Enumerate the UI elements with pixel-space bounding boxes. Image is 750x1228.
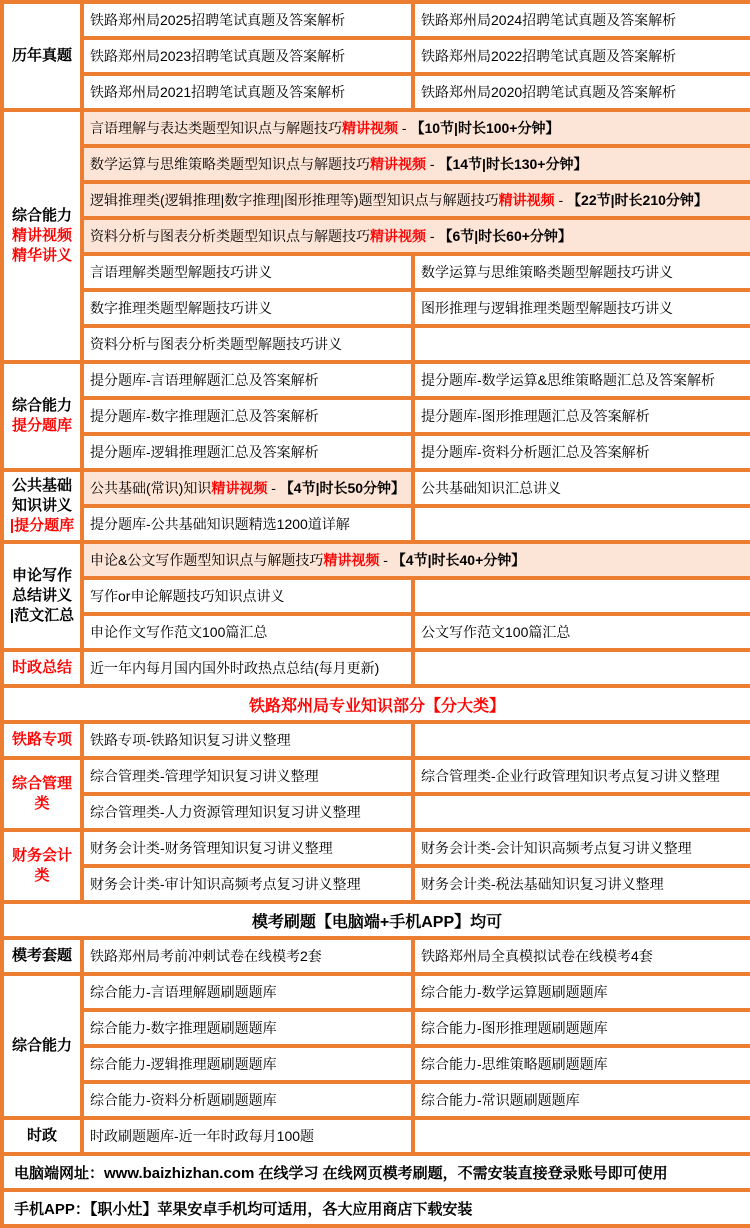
course-cell bbox=[413, 974, 750, 1010]
table-row bbox=[2, 74, 750, 110]
course-cell-text: 【4节|时长50分钟】 bbox=[279, 480, 406, 496]
section-header-line: |范文汇总 bbox=[9, 607, 75, 624]
section-header bbox=[2, 110, 82, 362]
course-cell-text: 提分题库-数学运算&思维策略题汇总及答案解析 bbox=[421, 372, 715, 388]
course-cell bbox=[413, 2, 750, 38]
course-cell bbox=[82, 74, 413, 110]
table-row bbox=[2, 542, 750, 578]
course-cell-text: 图形推理与逻辑推理类题型解题技巧讲义 bbox=[421, 300, 673, 316]
course-cell-text: 综合能力-数字推理题刷题题库 bbox=[90, 1020, 277, 1036]
course-cell-text: 精讲视频 bbox=[370, 156, 426, 172]
course-cell-text: 财务会计类-审计知识高频考点复习讲义整理 bbox=[90, 876, 361, 892]
course-cell bbox=[82, 2, 413, 38]
section-header-line: 总结讲义 bbox=[11, 587, 72, 604]
course-cell-text: 【10节|时长100+分钟】 bbox=[410, 120, 560, 136]
course-cell-text: 铁路专项-铁路知识复习讲义整理 bbox=[90, 732, 291, 748]
course-cell bbox=[413, 578, 750, 614]
footer-note: 电脑端网址：www.baizhizhan.com 在线学习 在线网页模考刷题，不需安装直接登录账号即可使用 bbox=[2, 1154, 750, 1190]
section-header-line: 精华讲义 bbox=[11, 247, 72, 264]
section-header-line: 历年真题 bbox=[11, 47, 72, 64]
course-cell-text: 财务会计类-税法基础知识复习讲义整理 bbox=[421, 876, 664, 892]
course-cell-text: 提分题库-图形推理题汇总及答案解析 bbox=[421, 408, 650, 424]
course-cell-text: 铁路郑州局2021招聘笔试真题及答案解析 bbox=[90, 84, 346, 100]
section-header bbox=[2, 938, 82, 974]
table-row bbox=[2, 1154, 750, 1190]
course-cell-text: - bbox=[398, 120, 411, 136]
course-cell-text: 写作or申论解题技巧知识点讲义 bbox=[90, 588, 285, 604]
course-cell bbox=[413, 794, 750, 830]
course-cell-text: 综合能力-言语理解题刷题题库 bbox=[90, 984, 277, 1000]
section-header-line: 时政 bbox=[26, 1127, 57, 1144]
course-cell-text: 铁路郑州局2025招聘笔试真题及答案解析 bbox=[90, 12, 346, 28]
course-cell bbox=[82, 1118, 413, 1154]
section-header-line: 财务会计 bbox=[11, 847, 72, 864]
course-cell bbox=[82, 794, 413, 830]
course-cell-text: 铁路郑州局2022招聘笔试真题及答案解析 bbox=[421, 48, 677, 64]
table-row bbox=[2, 218, 750, 254]
table-row bbox=[2, 830, 750, 866]
course-cell-text: 近一年内每月国内国外时政热点总结(每月更新) bbox=[90, 660, 380, 676]
course-cell bbox=[82, 38, 413, 74]
table-row bbox=[2, 290, 750, 326]
course-cell-text: 提分题库-公共基础知识题精选1200道详解 bbox=[90, 516, 350, 532]
section-header-line: 提分题库 bbox=[11, 417, 72, 434]
course-cell-text: 综合能力-常识题刷题题库 bbox=[421, 1092, 580, 1108]
table-row bbox=[2, 1118, 750, 1154]
section-header bbox=[2, 1118, 82, 1154]
table-row bbox=[2, 686, 750, 722]
course-cell bbox=[82, 866, 413, 902]
table-row bbox=[2, 254, 750, 290]
course-cell-text: 综合能力-资料分析题刷题题库 bbox=[90, 1092, 277, 1108]
course-cell bbox=[82, 650, 413, 686]
section-header bbox=[2, 470, 82, 542]
table-row bbox=[2, 326, 750, 362]
section-header-line: 铁路专项 bbox=[11, 731, 72, 748]
course-cell-text: - bbox=[554, 192, 568, 208]
course-cell-text: 申论作文写作范文100篇汇总 bbox=[90, 624, 268, 640]
section-header bbox=[2, 650, 82, 686]
section-header-line: 公共基础 bbox=[11, 477, 72, 494]
section-banner: 模考刷题【电脑端+手机APP】均可 bbox=[2, 902, 750, 938]
course-cell-text: 【22节|时长210分钟】 bbox=[567, 192, 708, 208]
course-cell-text: 提分题库-逻辑推理题汇总及答案解析 bbox=[90, 444, 319, 460]
section-header bbox=[2, 830, 82, 902]
section-header-line: 综合能力 bbox=[11, 1037, 72, 1054]
section-header bbox=[2, 974, 82, 1118]
table-row bbox=[2, 182, 750, 218]
course-cell bbox=[413, 398, 750, 434]
section-header-line: 类 bbox=[34, 867, 50, 884]
course-cell-text: 提分题库-言语理解题汇总及答案解析 bbox=[90, 372, 319, 388]
course-cell-text: 精讲视频 bbox=[342, 120, 398, 136]
course-cell-text: 财务会计类-会计知识高频考点复习讲义整理 bbox=[421, 840, 692, 856]
course-cell-text: 【14节|时长130+分钟】 bbox=[438, 156, 588, 172]
course-cell bbox=[82, 362, 413, 398]
course-cell bbox=[413, 938, 750, 974]
course-cell bbox=[413, 1010, 750, 1046]
course-cell bbox=[413, 506, 750, 542]
table-row bbox=[2, 758, 750, 794]
course-cell-text: 精讲视频 bbox=[211, 480, 268, 496]
course-cell-text: 数学运算与思维策略类题型解题技巧讲义 bbox=[421, 264, 673, 280]
course-cell bbox=[413, 74, 750, 110]
course-cell-text: 言语理解与表达类题型知识点与解题技巧 bbox=[90, 120, 342, 136]
course-cell-text: 公共基础知识汇总讲义 bbox=[421, 480, 561, 496]
course-cell-text: 数学运算与思维策略类题型知识点与解题技巧 bbox=[90, 156, 370, 172]
section-header-line: 综合能力 bbox=[11, 207, 72, 224]
course-cell-text: 铁路郑州局考前冲刺试卷在线模考2套 bbox=[90, 948, 322, 964]
table-row bbox=[2, 938, 750, 974]
course-cell-text: 逻辑推理类(逻辑推理|数字推理|图形推理等)题型知识点与解题技巧 bbox=[90, 192, 499, 208]
table-row bbox=[2, 1046, 750, 1082]
section-header bbox=[2, 758, 82, 830]
table-row bbox=[2, 650, 750, 686]
section-header-line: 综合能力 bbox=[11, 397, 72, 414]
course-cell bbox=[82, 1010, 413, 1046]
course-cell-text: 精讲视频 bbox=[370, 228, 426, 244]
table-row bbox=[2, 578, 750, 614]
course-cell-text: 公文写作范文100篇汇总 bbox=[421, 624, 571, 640]
course-cell-text: 资料分析与图表分析类题型知识点与解题技巧 bbox=[90, 228, 370, 244]
course-cell-text: 铁路郑州局2024招聘笔试真题及答案解析 bbox=[421, 12, 677, 28]
section-header-line: 知识讲义 bbox=[11, 497, 72, 514]
course-cell-text: - bbox=[379, 552, 392, 568]
table-row bbox=[2, 974, 750, 1010]
section-header-line: 申论写作 bbox=[11, 567, 72, 584]
course-cell bbox=[413, 254, 750, 290]
course-cell-text: - bbox=[426, 156, 439, 172]
section-header bbox=[2, 722, 82, 758]
course-cell bbox=[82, 146, 750, 182]
course-cell bbox=[413, 866, 750, 902]
table-row bbox=[2, 398, 750, 434]
course-cell bbox=[413, 434, 750, 470]
table-row bbox=[2, 794, 750, 830]
course-cell-text: 综合管理类-企业行政管理知识考点复习讲义整理 bbox=[421, 768, 720, 784]
table-row bbox=[2, 866, 750, 902]
course-cell-text: 时政刷题题库-近一年时政每月100题 bbox=[90, 1128, 315, 1144]
course-cell-text: 综合能力-图形推理题刷题题库 bbox=[421, 1020, 608, 1036]
section-header-line: 综合管理 bbox=[11, 775, 72, 792]
course-cell bbox=[82, 974, 413, 1010]
course-cell-text: 精讲视频 bbox=[323, 552, 380, 568]
course-cell-text: - bbox=[267, 480, 280, 496]
table-row bbox=[2, 434, 750, 470]
course-cell-text: 【4节|时长40+分钟】 bbox=[391, 552, 526, 568]
course-cell bbox=[413, 38, 750, 74]
table-row bbox=[2, 38, 750, 74]
table-row bbox=[2, 506, 750, 542]
course-cell bbox=[413, 650, 750, 686]
table-row bbox=[2, 146, 750, 182]
course-cell bbox=[82, 182, 750, 218]
course-cell-text: - bbox=[426, 228, 439, 244]
course-cell-text: 数字推理类题型解题技巧讲义 bbox=[90, 300, 272, 316]
course-table-body bbox=[2, 2, 750, 1226]
course-cell-text: 提分题库-资料分析题汇总及答案解析 bbox=[421, 444, 650, 460]
course-cell bbox=[413, 758, 750, 794]
footer-note: 手机APP：【职小灶】苹果安卓手机均可适用，各大应用商店下载安装 bbox=[2, 1190, 750, 1226]
course-cell-text: 铁路郑州局2023招聘笔试真题及答案解析 bbox=[90, 48, 346, 64]
course-cell bbox=[82, 506, 413, 542]
table-row bbox=[2, 2, 750, 38]
section-header-line: 类 bbox=[34, 795, 50, 812]
course-cell-text: 财务会计类-财务管理知识复习讲义整理 bbox=[90, 840, 333, 856]
course-cell bbox=[82, 542, 750, 578]
course-cell bbox=[82, 434, 413, 470]
course-cell bbox=[413, 326, 750, 362]
course-cell-text: 综合能力-逻辑推理题刷题题库 bbox=[90, 1056, 277, 1072]
course-cell-text: 综合管理类-管理学知识复习讲义整理 bbox=[90, 768, 319, 784]
course-cell bbox=[413, 830, 750, 866]
section-header-line: 时政总结 bbox=[11, 659, 72, 676]
course-cell-text: 铁路郑州局全真模拟试卷在线模考4套 bbox=[421, 948, 653, 964]
course-cell bbox=[82, 470, 413, 506]
course-cell bbox=[413, 1046, 750, 1082]
course-cell-text: 精讲视频 bbox=[498, 192, 555, 208]
course-cell-text: 公共基础(常识)知识 bbox=[90, 480, 212, 496]
course-cell-text: 综合管理类-人力资源管理知识复习讲义整理 bbox=[90, 804, 361, 820]
course-cell bbox=[82, 326, 413, 362]
section-header bbox=[2, 2, 82, 110]
course-cell bbox=[82, 830, 413, 866]
course-cell bbox=[413, 470, 750, 506]
table-row bbox=[2, 1190, 750, 1226]
course-cell bbox=[82, 578, 413, 614]
table-row bbox=[2, 1082, 750, 1118]
table-row bbox=[2, 110, 750, 146]
course-cell bbox=[413, 722, 750, 758]
section-header bbox=[2, 542, 82, 650]
course-cell bbox=[82, 110, 750, 146]
course-cell-text: 综合能力-思维策略题刷题题库 bbox=[421, 1056, 608, 1072]
course-cell bbox=[82, 1046, 413, 1082]
course-cell bbox=[82, 722, 413, 758]
course-cell-text: 提分题库-数字推理题汇总及答案解析 bbox=[90, 408, 319, 424]
course-cell-text: 申论&公文写作题型知识点与解题技巧 bbox=[90, 552, 324, 568]
course-cell bbox=[82, 254, 413, 290]
course-cell bbox=[82, 938, 413, 974]
course-cell-text: 铁路郑州局2020招聘笔试真题及答案解析 bbox=[421, 84, 677, 100]
course-cell-text: 【6节|时长60+分钟】 bbox=[438, 228, 572, 244]
course-cell-text: 言语理解类题型解题技巧讲义 bbox=[90, 264, 272, 280]
table-row bbox=[2, 902, 750, 938]
course-cell-text: 综合能力-数学运算题刷题题库 bbox=[421, 984, 608, 1000]
section-banner: 铁路郑州局专业知识部分【分大类】 bbox=[2, 686, 750, 722]
course-cell bbox=[413, 362, 750, 398]
section-header bbox=[2, 362, 82, 470]
course-cell bbox=[413, 290, 750, 326]
course-cell bbox=[82, 218, 750, 254]
section-header-line: 模考套题 bbox=[11, 947, 72, 964]
table-row bbox=[2, 362, 750, 398]
table-row bbox=[2, 470, 750, 506]
course-cell bbox=[82, 614, 413, 650]
course-cell bbox=[82, 398, 413, 434]
table-row bbox=[2, 722, 750, 758]
course-cell bbox=[82, 758, 413, 794]
course-cell bbox=[82, 290, 413, 326]
course-cell bbox=[413, 1118, 750, 1154]
table-row bbox=[2, 614, 750, 650]
course-cell bbox=[413, 614, 750, 650]
section-header-line: |提分题库 bbox=[9, 517, 75, 534]
course-cell-text: 资料分析与图表分析类题型解题技巧讲义 bbox=[90, 336, 342, 352]
course-cell bbox=[82, 1082, 413, 1118]
section-header-line: 精讲视频 bbox=[11, 227, 72, 244]
table-row bbox=[2, 1010, 750, 1046]
course-cell bbox=[413, 1082, 750, 1118]
